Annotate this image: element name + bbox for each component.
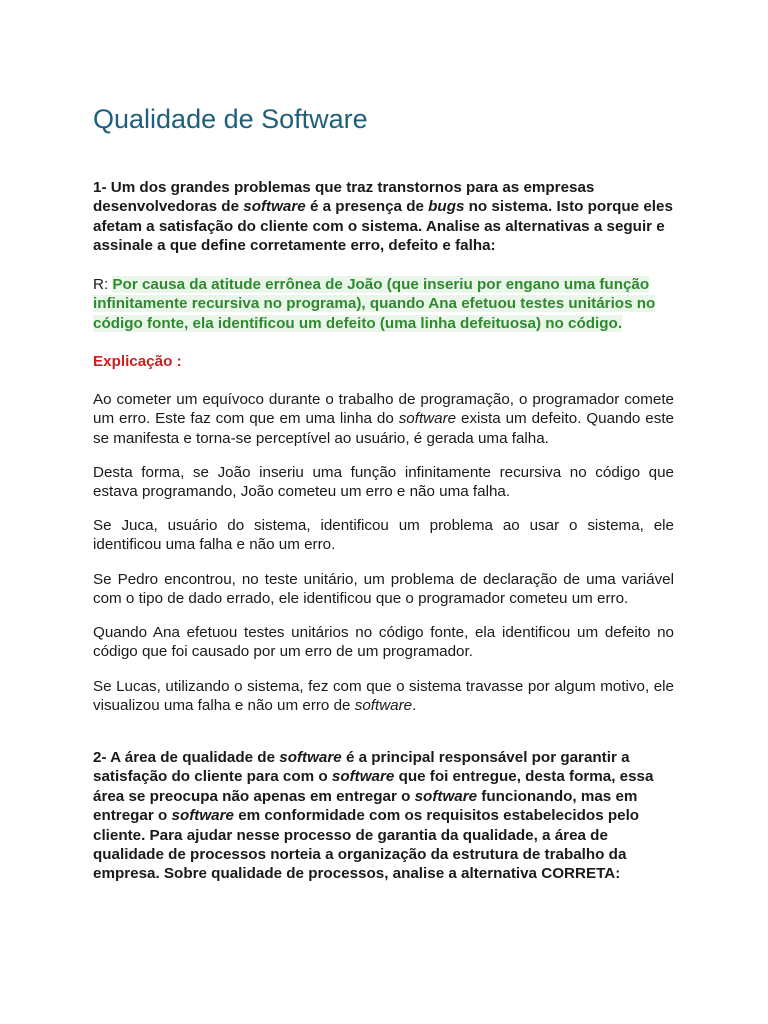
question-1-number: 1- xyxy=(93,179,107,196)
explanation-paragraph-4: Se Pedro encontrou, no teste unitário, um problema de declaração de uma variável com o tipo de dado errado, ele identificou que o programador cometeu um erro. xyxy=(93,571,674,608)
answer-highlight: Por causa da atitude errônea de João (que inseriu por engano uma função infinitamente recursiva no programa), quando Ana efetuou testes unitários no código fonte, ela identificou um defeito (uma linha defeituosa) no código. xyxy=(93,276,656,332)
page-title: Qualidade de Software xyxy=(93,104,368,134)
explanation-paragraph-2: Desta forma, se João inseriu uma função infinitamente recursiva no código que estava programando, João cometeu um erro e não uma falha. xyxy=(93,464,674,501)
explanation-paragraph-3: Se Juca, usuário do sistema, identificou um problema ao usar o sistema, ele identificou uma falha e não um erro. xyxy=(93,517,674,554)
explanation-paragraph-6: Se Lucas, utilizando o sistema, fez com que o sistema travasse por algum motivo, ele visualizou uma falha e não um erro de software. xyxy=(93,678,674,715)
question-1: 1- Um dos grandes problemas que traz transtornos para as empresas desenvolvedoras de software é a presença de bugs no sistema. Isto porque eles afetam a satisfação do cliente com o sistema. Analise as alternativas a seguir e assinale a que define corretamente erro, defeito e falha: xyxy=(93,179,673,255)
explanation-paragraph-1: Ao cometer um equívoco durante o trabalho de programação, o programador comete um erro. Este faz com que em uma linha do software exista um defeito. Quando este se manifesta e torna-se perceptível ao usuário, é gerada uma falha. xyxy=(93,391,674,447)
explanation-heading: Explicação : xyxy=(93,353,182,370)
explanation-paragraph-5: Quando Ana efetuou testes unitários no código fonte, ela identificou um defeito no código que foi causado por um erro de um programador. xyxy=(93,624,674,661)
answer-prefix: R: xyxy=(93,276,113,293)
answer-1 xyxy=(93,275,674,333)
question-2: 2- A área de qualidade de software é a principal responsável por garantir a satisfação do cliente para com o software que foi entregue, desta forma, essa área se preocupa não apenas em entregar o software funcionando, mas em entregar o software em conformidade com os requisitos estabelecidos pelo cliente. Para ajudar nesse processo de garantia da qualidade, a área de qualidade de processos norteia a organização da estrutura de trabalho da empresa. Sobre qualidade de processos, analise a alternativa CORRETA: xyxy=(93,749,654,883)
